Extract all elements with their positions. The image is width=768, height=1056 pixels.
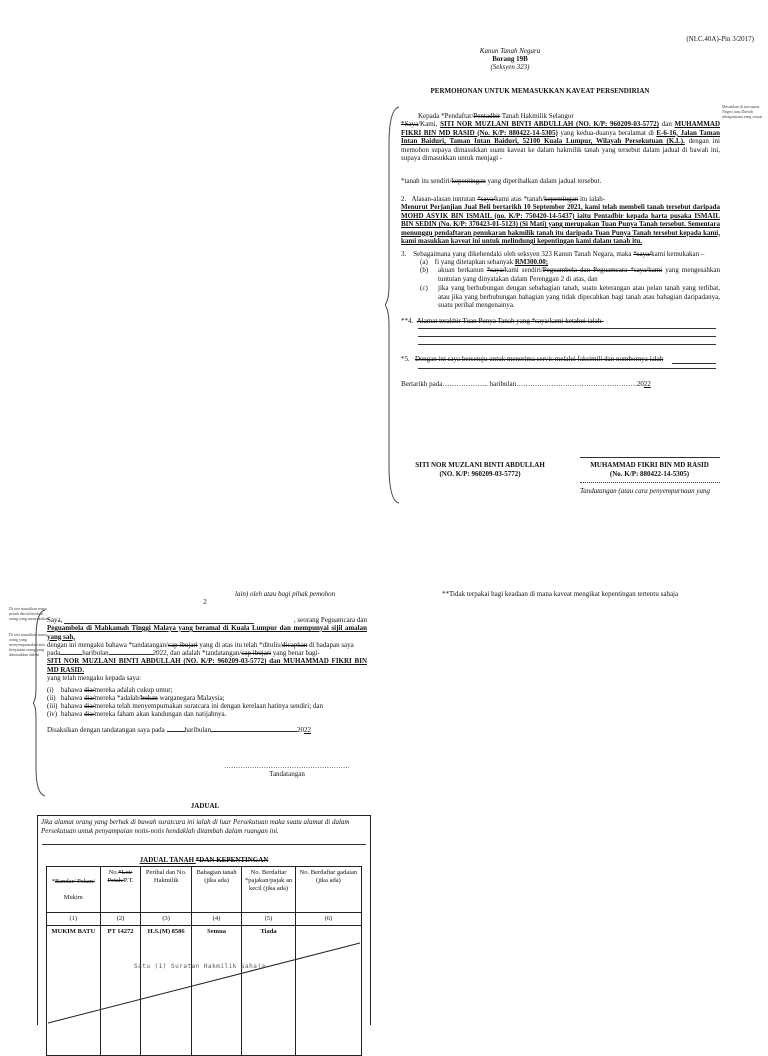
signer-2: MUHAMMAD FIKRI BIN MD RASID (No. K/P: 880422-14-5305) bbox=[590, 461, 709, 478]
paragraph-4: **4. Alamat terakhir Tuan Punya Tanah yang *saya/kami ketahui ialah- bbox=[401, 317, 604, 325]
schedule-box bbox=[37, 815, 371, 1025]
schedule-note: Jika alamat orang yang berhak di bawah suratcara ini ialah di luar Persekutuan maka suatu alamat di dalam Persekutuan untuk penyampaian notis-notis hendaklah ditambah dalam ruangan ini. bbox=[41, 818, 350, 835]
form-number: Borang 19B bbox=[492, 55, 528, 63]
signature-caption-continued: lain) oleh atau bagi pihak pemohon bbox=[235, 590, 336, 598]
cancel-diagonal-line bbox=[46, 941, 362, 1025]
attestation-saya: Saya, , seorang Peguamcara dan bbox=[47, 616, 367, 624]
cell-title: H.S.(M) 8586 bbox=[141, 926, 191, 1056]
paragraph-5: *5. Dengan ini saya bersetuju untuk menerima servis melalui faksimili dan nombornya ialah bbox=[401, 355, 664, 363]
signer-1: SITI NOR MUZLANI BINTI ABDULLAH (NO. K/P: 960209-03-5772) bbox=[415, 461, 545, 478]
col-header-mukim: *Bandar/ Pekan/ Mukim bbox=[47, 867, 101, 913]
col-num: (2) bbox=[100, 913, 141, 926]
addressee-line: Kepada *Pendaftar/Pentadbir Tanah Hakmilik Selangor bbox=[418, 112, 574, 120]
applicants-paragraph: *Saya/Kami, SITI NOR MUZLANI BINTI ABDULLAH (NO. K/P: 960209-03-5772) dan MUHAMMAD FIKRI BIN MD RASID (No. K/P: 880422-14-5305) yang kedua-duanya beralamat di E-6-16, Jalan Taman Intan Baiduri, Taman Intan Baiduri, 52100 Kuala Lumpur, Wilayah Persekutuan (K.L). dengan ini memohon supaya dimasukkan suatu kaveat ke dalam hakmilik tanah yang tersebut dalam jadual di bawah ini, supaya dimasukkan untuk menjagi - bbox=[401, 120, 721, 162]
col-header-share: Bahagian tanah (jika ada) bbox=[191, 867, 241, 913]
cell-share: Semua bbox=[191, 926, 241, 1056]
form-reference: (NLC.40A)-Pin 3/2017) bbox=[686, 35, 754, 43]
paragraph-3-item-b: (b) akuan berkanun *saya/kami sendiri/Peguambela dan Peguamcara *saya/kami yang mengesahkan tuntutan yang dinyatakan dalam Perenggan 2 di atas, dan bbox=[420, 266, 720, 283]
interest-line: *tanah itu sendiri/kepentingan yang diperihalkan dalam jadual tersebut. bbox=[401, 177, 602, 185]
col-num: (1) bbox=[47, 913, 101, 926]
paragraph-2-body: Menurut Perjanjian Jual Beli bertarikh 10 September 2021, kami telah membeli tanah tersebut daripada MOHD ASYIK BIN ISMAIL (no. K/P: 750420-14-5437) iaitu Pentadbir kepada harta pusaka ISMAIL BIN SEDIN (No. K/P: 370423-01-5123) (Si Mati) yang merupakan Tuan Punya Tanah tersebut. Sementara menunggu pendaftaran penukaran hakmilik tanah itu daripada Tuan Punya Tanah tersebut kepada kami, kami masukkan kaveat ini untuk melindungi kepentingan kami dalam tanah itu. bbox=[401, 203, 720, 245]
land-schedule-title: JADUAL TANAH *DAN KEPENTINGAN bbox=[139, 856, 269, 864]
col-num: (3) bbox=[141, 913, 191, 926]
cell-lot: PT 14272 bbox=[100, 926, 141, 1056]
attestation-item-1: (i) bahawa dia/mereka adalah cukup umur; bbox=[47, 686, 173, 694]
col-header-lease: No. Berdaftar *pajakan/pajak an kecil (jika ada) bbox=[242, 867, 296, 913]
attestation-item-4: (iv) bahawa dia/mereka faham akan kandungan dan natijahnya. bbox=[47, 710, 227, 718]
paragraph-3: 3. Sebagaimana yang dikehendaki oleh seksyen 323 Kanun Tanah Negara, maka *saya/kami kemukakan – bbox=[401, 250, 705, 258]
margin-note-signer: Di sini masukkan nama orang yang menyempurnakan atau kenyataan orang yang dimasukkan dalam bbox=[9, 632, 47, 657]
page-number: 2 bbox=[203, 598, 207, 606]
paragraph-2: 2. Alasan-alasan tuntutan *saya/kami atas *tanah/kepentingan itu ialah- bbox=[401, 195, 606, 203]
witness-signature-line: ……………………………………………… bbox=[224, 762, 350, 770]
paragraph-3-item-a: (a) fi yang ditetapkan sebanyak RM300.00; bbox=[420, 258, 549, 266]
attestation-line-1: dengan ini mengaku bahawa *tandatangan/cap ibujari yang di atas itu telah *ditulis/dicapkan di hadapan saya bbox=[47, 641, 354, 649]
date-line: Bertarikh pada……………….. haribulan…………………………………………….2022 bbox=[401, 380, 651, 388]
title-stamp: Satu (1) Suratan Hakmilik Sahaja bbox=[134, 963, 266, 970]
schedule-title: JADUAL bbox=[190, 802, 220, 810]
attestation-names: SITI NOR MUZLANI BINTI ABDULLAH (NO. K/P: 960209-03-5772) dan MUHAMMAD FIKRI BIN MD RASID. bbox=[47, 657, 367, 674]
col-header-charge: No. Berdaftar gadaian (jika ada) bbox=[295, 867, 361, 913]
attestation-line-2: pada haribulan 2022, dan adalah *tandatangan/cap ibujari yang benar bagi- bbox=[47, 649, 320, 657]
col-num: (6) bbox=[295, 913, 361, 926]
col-header-lot: No.*Lot/ Petak/P.T. bbox=[100, 867, 141, 913]
signature-caption: Tandatangan (atau cara penyempurnaan yang bbox=[579, 487, 710, 495]
margin-note-state: Masukkan di sini nama Negeri atau Daerah sebagaimana yang sesuai bbox=[722, 104, 763, 119]
act-name: Kanun Tanah Negara bbox=[479, 47, 541, 55]
right-margin-brace bbox=[385, 105, 401, 505]
cell-mukim: MUKIM BATU bbox=[47, 926, 101, 1056]
witness-date-line: Disaksikan dengan tandatangan saya pada haribulan 2022 bbox=[47, 726, 311, 734]
page-title: PERMOHONAN UNTUK MEMASUKKAN KAVEAT PERSENDIRIAN bbox=[430, 87, 650, 95]
col-num: (5) bbox=[242, 913, 296, 926]
witness-signature-label: Tandatangan bbox=[269, 770, 305, 778]
cell-lease: Tiada bbox=[242, 926, 296, 1056]
footnote: **Tidak terpakai bagi keadaan di mana kaveat mengikat kepentingan tertentu sahaja bbox=[442, 590, 679, 598]
col-header-title: Perihal dan No. Hakmilik bbox=[141, 867, 191, 913]
attestation-item-2: (ii) bahawa dia/mereka *adalah/bukan warganegara Malaysia; bbox=[47, 694, 225, 702]
attestation-known: yang telah mengaku kepada saya: bbox=[47, 674, 142, 682]
paragraph-3-item-c: (c) jika yang berhubungan dengan sebahagian tanah, suatu keterangan atau pelan tanah yang terlibat, atau jika yang berhubungan bahagian yang tidak dipecahkan bagi tanah atau bahagian daripadanya, suatu perihal mengenainya. bbox=[420, 284, 720, 309]
col-num: (4) bbox=[191, 913, 241, 926]
section-ref: (Seksyen 323) bbox=[490, 63, 530, 71]
margin-note-witness: Di sini masukkan nama penuh dan kelayakan orang yang menyaksikan bbox=[9, 606, 49, 621]
attestation-advocate: Peguambela di Mahkamah Tinggi Malaya yang beramal di Kuala Lumpur dan mempunyai sijil amalan yang sah, bbox=[47, 624, 367, 641]
attestation-item-3: (iii) bahawa dia/mereka telah menyempurnakan suratcara ini dengan kerelaan hatinya sendiri; dan bbox=[47, 702, 324, 710]
